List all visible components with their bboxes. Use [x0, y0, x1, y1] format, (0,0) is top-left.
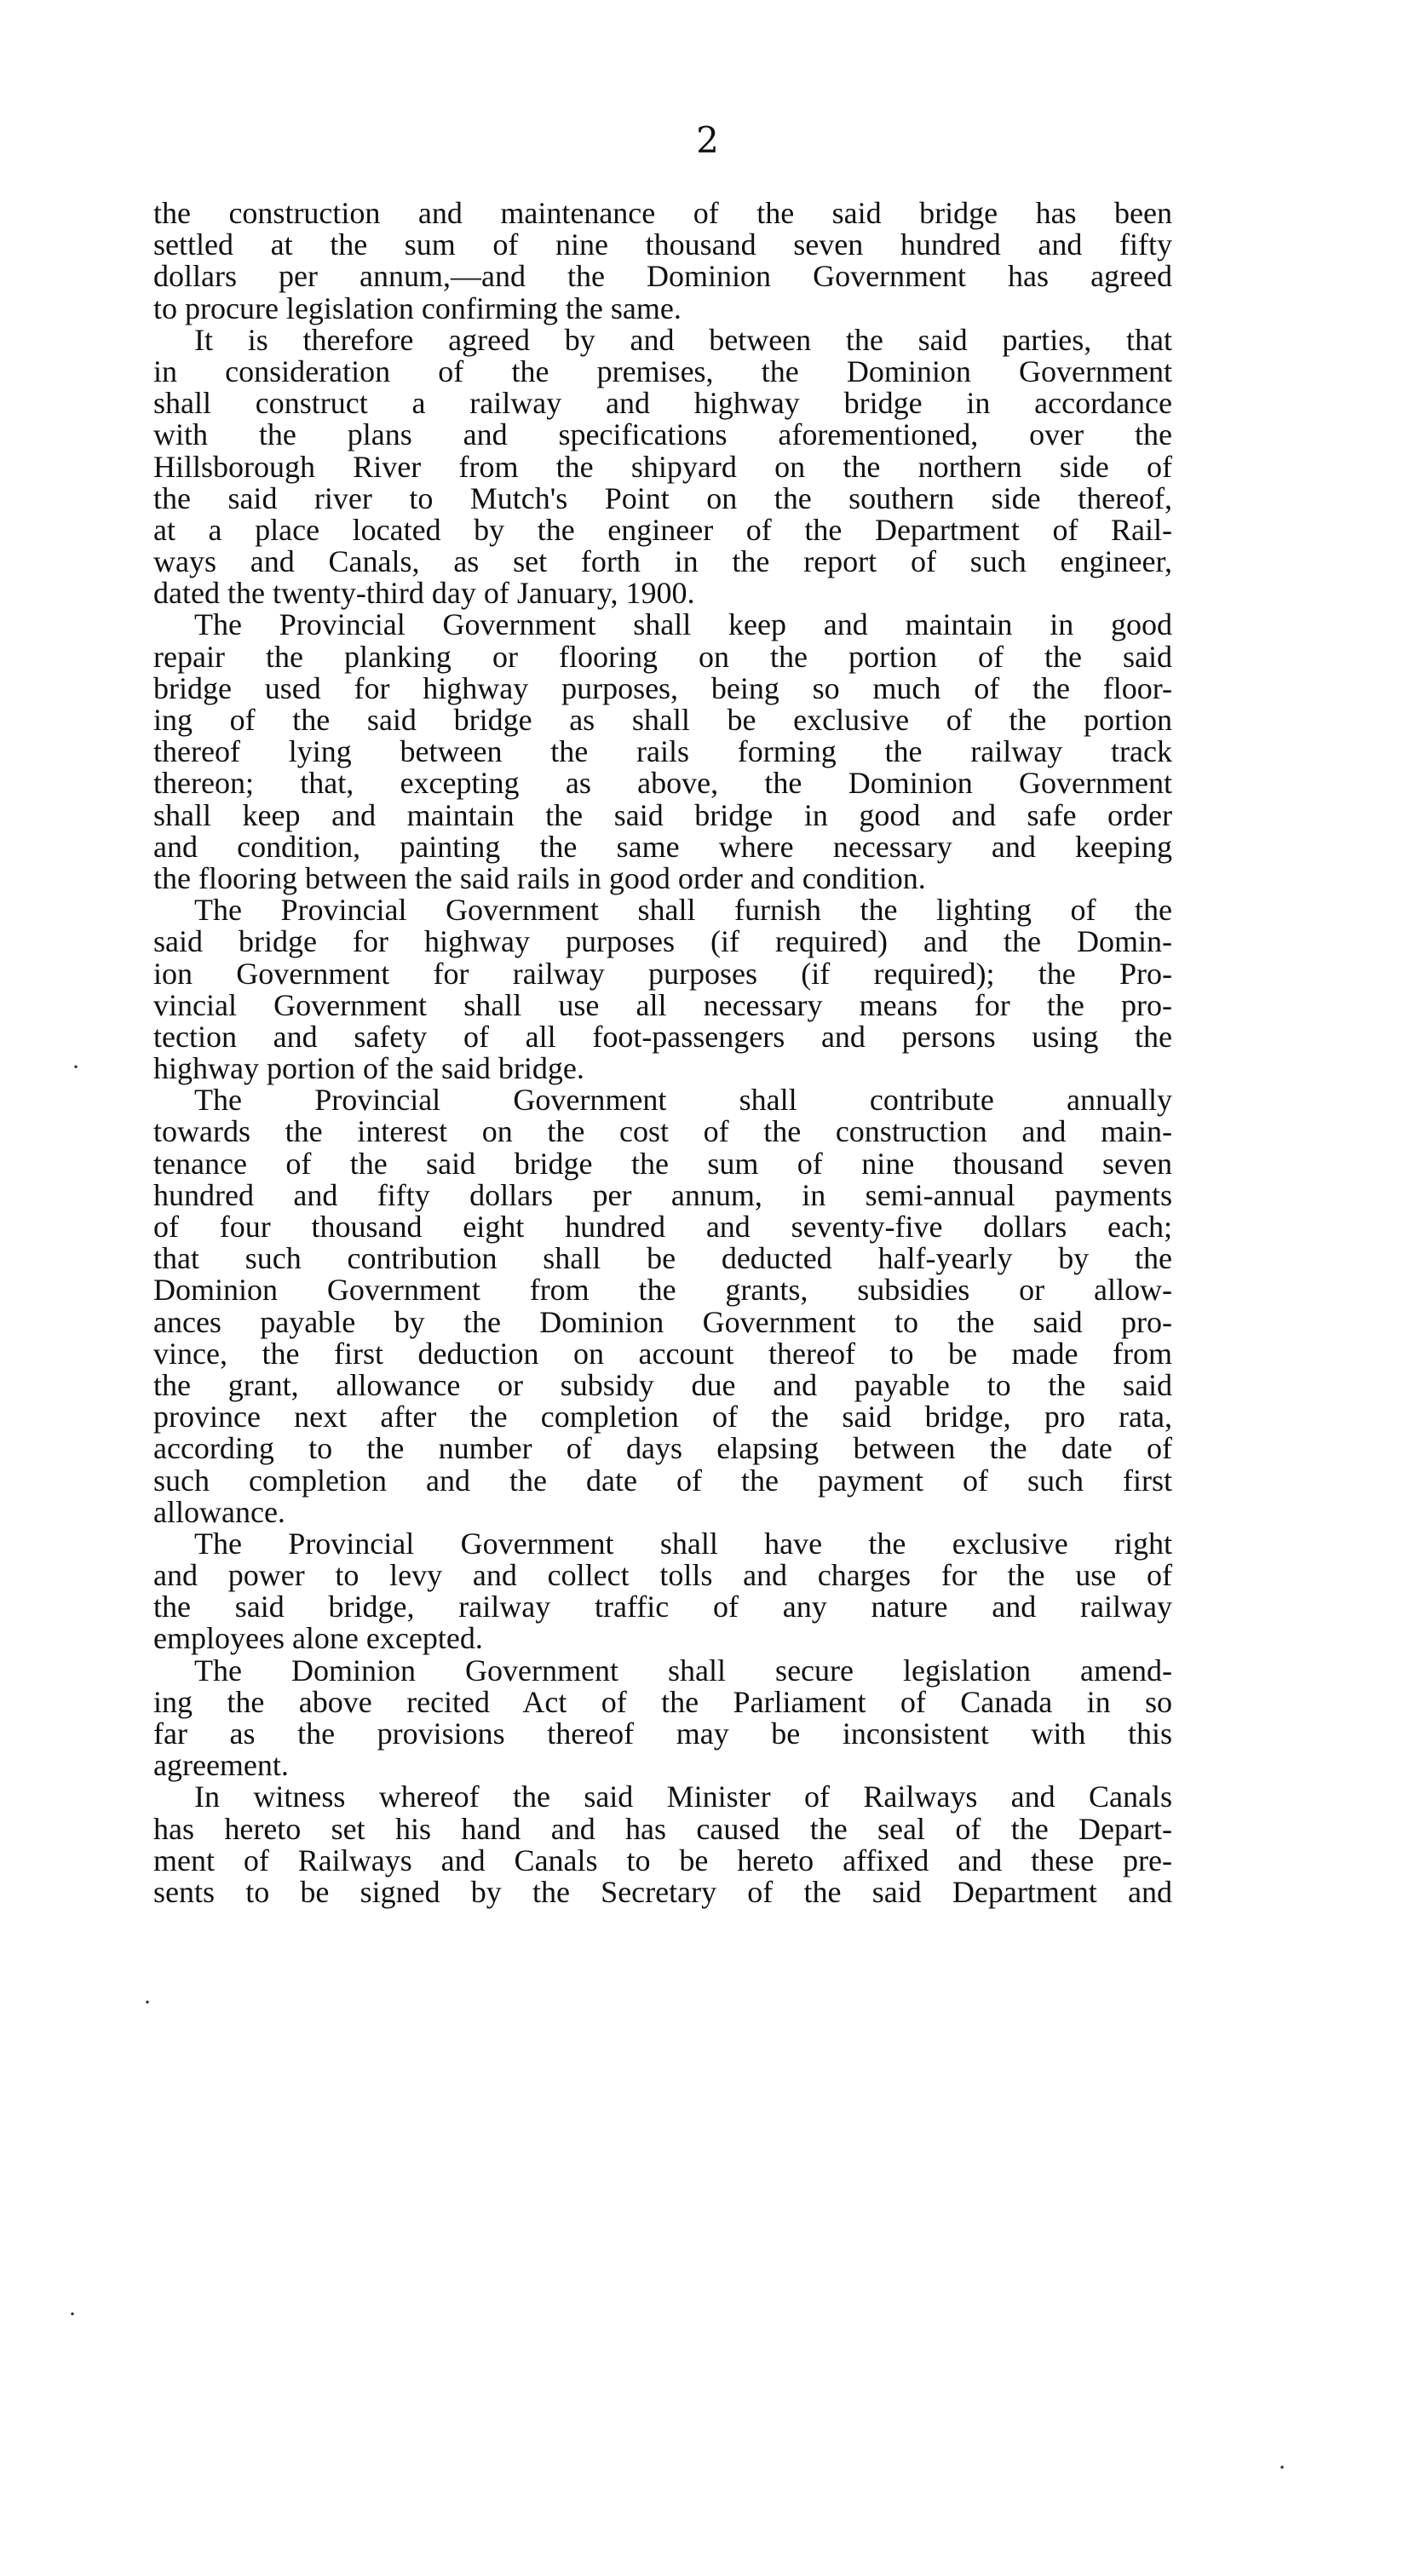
text-line: shall keep and maintain the said bridge in good and safe order: [153, 797, 1172, 832]
text-line: tenance of the said bridge the sum of nine thousand seven: [153, 1146, 1172, 1181]
scan-dot-mark: ·: [1278, 2453, 1286, 2481]
paragraph-8: [153, 1781, 1172, 1908]
text-line: Hillsborough River from the shipyard on the northern side of: [153, 449, 1172, 484]
page-number: 2: [696, 119, 719, 161]
text-line: repair the planking or flooring on the portion of the said: [153, 639, 1172, 674]
text-line: the construction and maintenance of the said bridge has been: [153, 196, 1172, 230]
document-body: [153, 198, 1172, 1908]
text-line: It is therefore agreed by and between the said parties, that: [194, 322, 1172, 357]
text-line: tection and safety of all foot-passengers and persons using the: [153, 1019, 1172, 1054]
text-line: towards the interest on the cost of the construction and main-: [153, 1114, 1172, 1149]
text-line: with the plans and specifications aforementioned, over the: [153, 417, 1172, 452]
text-line: according to the number of days elapsing between the date of: [153, 1431, 1172, 1466]
text-line: at a place located by the engineer of the Department of Rail-: [153, 512, 1172, 547]
text-line: ment of Railways and Canals to be hereto affixed and these pre-: [153, 1843, 1172, 1877]
text-line: that such contribution shall be deducted half-yearly by the: [153, 1241, 1172, 1276]
text-line: Dominion Government from the grants, subsidies or allow-: [153, 1273, 1172, 1308]
text-line: ion Government for railway purposes (if required); the Pro-: [153, 956, 1172, 991]
text-line: such completion and the date of the payment of such first: [153, 1463, 1172, 1498]
text-line: allowance.: [153, 1494, 285, 1529]
text-line: shall construct a railway and highway bridge in accordance: [153, 386, 1172, 421]
text-line: the flooring between the said rails in good order and condition.: [153, 860, 926, 895]
text-line: dated the twenty-third day of January, 1900.: [153, 576, 695, 611]
paragraph-7: [153, 1655, 1172, 1782]
text-line: employees alone excepted.: [153, 1621, 483, 1656]
text-line: settled at the sum of nine thousand seven hundred and fifty: [153, 227, 1172, 262]
text-line: and power to levy and collect tolls and charges for the use of: [153, 1558, 1172, 1593]
text-line: ing the above recited Act of the Parliament of Canada in so: [153, 1684, 1172, 1719]
paragraph-5: [153, 1084, 1172, 1528]
text-line: ways and Canals, as set forth in the report of such engineer,: [153, 544, 1172, 579]
paragraph-2: [153, 322, 1172, 611]
text-line: dollars per annum,—and the Dominion Government has agreed: [153, 259, 1172, 294]
text-line: In witness whereof the said Minister of Railways and Canals: [194, 1780, 1172, 1814]
scan-dot-mark: ·: [68, 2300, 77, 2328]
text-line: the grant, allowance or subsidy due and payable to the said: [153, 1367, 1172, 1402]
text-line: The Dominion Government shall secure legislation amend-: [194, 1653, 1172, 1688]
text-line: and condition, painting the same where necessary and keeping: [153, 829, 1172, 864]
paragraph-4: [153, 894, 1172, 1084]
text-line: the said river to Mutch's Point on the southern side thereof,: [153, 480, 1172, 515]
text-line: The Provincial Government shall have the exclusive right: [194, 1526, 1172, 1561]
text-line: ing of the said bridge as shall be exclusive of the portion: [153, 703, 1172, 737]
text-line: ances payable by the Dominion Government to the said pro-: [153, 1304, 1172, 1339]
text-line: The Provincial Government shall furnish the lighting of the: [194, 893, 1172, 928]
text-line: thereof lying between the rails forming the railway track: [153, 734, 1172, 769]
text-line: to procure legislation confirming the same.: [153, 290, 682, 325]
scan-dot-mark: ·: [72, 1053, 80, 1081]
text-line: the said bridge, railway traffic of any nature and railway: [153, 1590, 1172, 1624]
text-line: said bridge for highway purposes (if required) and the Domin-: [153, 924, 1172, 959]
text-line: hundred and fifty dollars per annum, in semi-annual payments: [153, 1177, 1172, 1212]
text-line: The Provincial Government shall contribute annually: [194, 1083, 1172, 1118]
text-line: The Provincial Government shall keep and maintain in good: [194, 607, 1172, 642]
text-line: thereon; that, excepting as above, the Dominion Government: [153, 766, 1172, 801]
text-line: of four thousand eight hundred and seventy-five dollars each;: [153, 1210, 1172, 1244]
paragraph-3: [153, 609, 1172, 894]
text-line: province next after the completion of the said bridge, pro rata,: [153, 1400, 1172, 1435]
scan-dot-mark: ·: [143, 1988, 152, 2016]
text-line: in consideration of the premises, the Dominion Government: [153, 354, 1172, 388]
text-line: agreement.: [153, 1748, 289, 1783]
text-line: has hereto set his hand and has caused the seal of the Depart-: [153, 1811, 1172, 1846]
text-line: far as the provisions thereof may be inconsistent with this: [153, 1716, 1172, 1751]
text-line: bridge used for highway purposes, being so much of the floor-: [153, 670, 1172, 705]
text-line: vincial Government shall use all necessary means for the pro-: [153, 987, 1172, 1022]
text-line: highway portion of the said bridge.: [153, 1051, 584, 1086]
paragraph-6: [153, 1528, 1172, 1655]
paragraph-1: [153, 198, 1172, 325]
text-line: vince, the first deduction on account thereof to be made from: [153, 1336, 1172, 1371]
text-line: sents to be signed by the Secretary of the said Department and: [153, 1874, 1172, 1909]
